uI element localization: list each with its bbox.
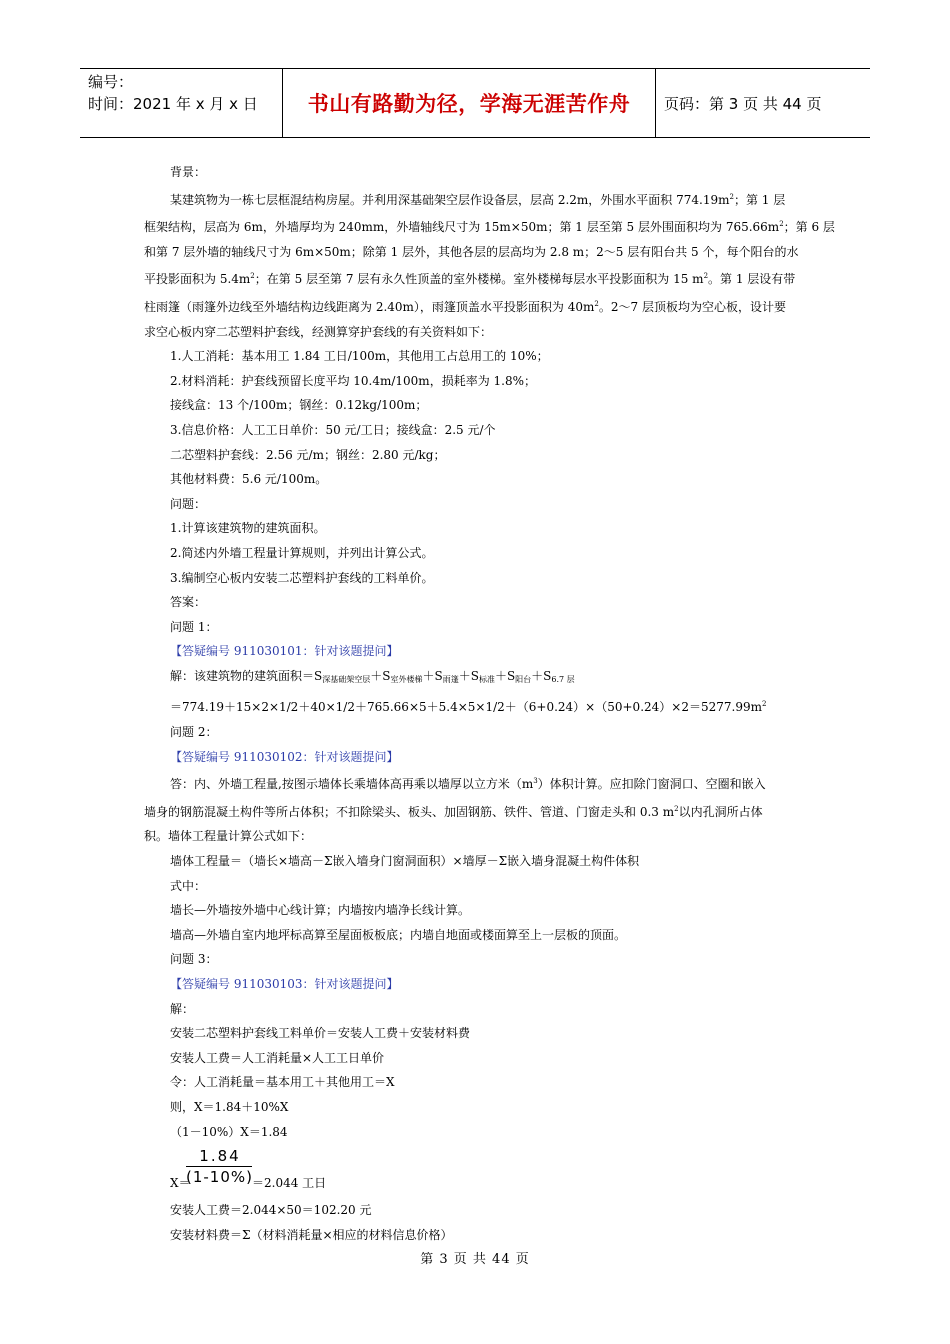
list-item: 问题 1： — [170, 619, 218, 634]
page-header — [80, 68, 870, 138]
answer-3-line: 解： — [170, 1001, 195, 1016]
fraction-numerator: 1.84 — [199, 1147, 241, 1166]
fraction-lhs: X＝ — [170, 1176, 191, 1191]
question-link-1[interactable]: 【答疑编号 911030101：针对该题提问】 — [170, 644, 399, 659]
fraction-formula — [170, 1142, 810, 1198]
list-item: 1.人工消耗：基本用工 1.84 工日/100m，其他用工占总用工的 10%； — [170, 349, 549, 364]
header-meta — [80, 69, 282, 137]
list-item: 其他材料费：5.6 元/100m。 — [170, 472, 328, 487]
answer-3-line: （1－10%）X＝1.84 — [170, 1124, 288, 1139]
question-2-title: 问题 2： — [170, 725, 218, 740]
fraction-denominator: (1-10%) — [186, 1168, 253, 1187]
question-link-2[interactable]: 【答疑编号 911030102：针对该题提问】 — [170, 749, 399, 764]
fraction-result: ＝2.044 工日 — [252, 1176, 327, 1191]
list-item: 接线盒：13 个/100m；钢丝：0.12kg/100m； — [170, 398, 428, 413]
answer-3-line: 安装二芯塑料护套线工料单价＝安装人工费＋安装材料费 — [170, 1026, 471, 1041]
motto: 书山有路勤为径，学海无涯苦作舟 — [282, 69, 656, 137]
background-title: 背景： — [170, 165, 207, 179]
background-paragraph: 某建筑物为一栋七层框混结构房屋。并利用深基础架空层作设备层，层高 2.2m，外围水平面积 $774.19m^2$；第 1 层 框架结构，层高为 6m，外墙厚均为 240mm，外墙轴线尺寸为 15m×50m；第 1 层至第 5 层外围面积均为 $765.66m^2$；第 6 层 和第 7 层外墙的轴线尺寸为 6m×50m；除第 1 层外，其他各层的层高均为 2.8 m；2～5 层有阳台共 5 个，每个阳台的水 平投影面积为 $5.4m^2$；在第 5 层至第 7 层有永久性顶盖的室外楼梯。室外楼梯每层水平投影面积为 15 $m^2$。第 1 层设有带 柱雨篷（雨篷外边线至外墙结构边线距离为 2.40m），雨篷顶盖水平投影面积为 $40m^2$。2～7 层顶板均为空心板，设计要 求空心板内穿二芯塑料护套线，经测算穿护套线的有关资料如下： — [144, 192, 835, 339]
question-3-title: 问题 3： — [170, 952, 218, 967]
list-item: 答案： — [170, 595, 207, 610]
answer-1-calc: $=774.19+15\times 2\times 1/2+40\times 1/2+765.66\times 5+5.4\times 5\times 1/2+(6+0.24)\times(50+0.24)\times 2=5277.99m^2$ — [170, 700, 767, 715]
page-label: 页码：第 3 页 共 44 页 — [664, 94, 822, 113]
list-item: 1.计算该建筑物的建筑面积。 — [170, 521, 326, 536]
wall-length-rule: 墙长—外墙按外墙中心线计算；内墙按内墙净长线计算。 — [170, 903, 471, 918]
date-label: 时间：2021 年 x 月 x 日 — [88, 95, 258, 113]
list-item: 2.材料消耗：护套线预留长度平均 10.4m/100m，损耗率为 1.8%； — [170, 373, 536, 388]
answer-3-line: 令：人工消耗量＝基本用工＋其他用工＝X — [170, 1075, 395, 1090]
where-label: 式中： — [170, 878, 207, 893]
wall-formula: 墙体工程量＝（墙长×墙高－Σ嵌入墙身门窗洞面积）×墙厚－Σ嵌入墙身混凝土构件体积 — [170, 854, 640, 869]
answer-1-formula: 解：该建筑物的建筑面积$=S_{深基础架空层}+S_{室外楼梯}+S_{雨篷}+S_{标准}+S_{阳台}+S_{6.7 层}$ — [170, 668, 575, 684]
answer-3-line: 安装人工费＝人工消耗量×人工工日单价 — [170, 1050, 385, 1065]
list-item: 问题： — [170, 496, 207, 511]
list-item: 3.编制空心板内安装二芯塑料护套线的工料单价。 — [170, 570, 434, 585]
list-item: 2.简述内外墙工程量计算规则，并列出计算公式。 — [170, 545, 434, 560]
answer-3-line: 则，X＝1.84＋10%X — [170, 1099, 289, 1114]
list-item: 二芯塑料护套线：2.56 元/m；钢丝：2.80 元/kg； — [170, 447, 446, 462]
answer-2-paragraph: 答：内、外墙工程量,按图示墙体长乘墙体高再乘以墙厚以立方米$(m^3)$体积计算。应扣除门窗洞口、空圈和嵌入 墙身的钢筋混凝土构件等所占体积；不扣除梁头、板头、加固钢筋、铁件、管道、门窗走头和 0.3 $m^2$以内孔洞所占体 积。墙体工程量计算公式如下： — [144, 777, 766, 844]
question-link-3[interactable]: 【答疑编号 911030103：针对该题提问】 — [170, 977, 399, 991]
document-body — [144, 160, 835, 1247]
answer-3-line: 安装材料费＝Σ（材料消耗量×相应的材料信息价格） — [170, 1227, 453, 1242]
number-label: 编号： — [88, 73, 134, 91]
answer-3-line: 安装人工费＝2.044×50＝102.20 元 — [170, 1203, 372, 1218]
page-footer: 第 3 页 共 44 页 — [420, 1252, 530, 1267]
list-item: 3.信息价格：人工工日单价：50 元/工日；接线盒：2.5 元/个 — [170, 422, 496, 437]
wall-height-rule: 墙高—外墙自室内地坪标高算至屋面板板底；内墙自地面或楼面算至上一层板的顶面。 — [170, 927, 627, 942]
